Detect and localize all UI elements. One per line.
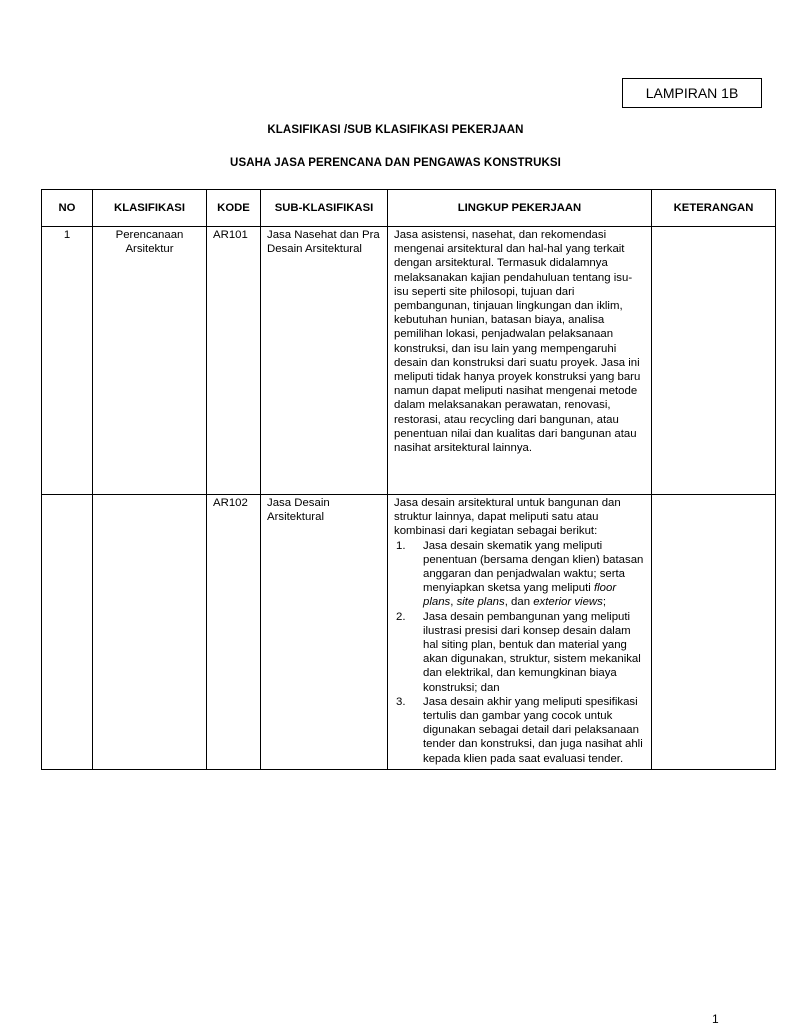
document-subtitle: USAHA JASA PERENCANA DAN PENGAWAS KONSTRUKSI xyxy=(230,157,561,169)
list-item-text: Jasa desain pembangunan yang meliputi ilustrasi presisi dari konsep desain dalam hal siting plan, bentuk dan material yang akan digunakan, struktur, sistem mekanikal dan elektrikal, dan kemungkinan biaya konstruksi; dan xyxy=(423,610,641,694)
header-keterangan: KETERANGAN xyxy=(652,190,776,227)
cell-klasifikasi: Perencanaan Arsitektur xyxy=(93,227,207,495)
list-item-number: 1. xyxy=(396,539,406,552)
cell-sub-klasifikasi: Jasa Desain Arsitektural xyxy=(261,495,388,770)
list-item xyxy=(394,610,645,695)
list-item-end: ; xyxy=(602,596,607,609)
table-row xyxy=(42,495,776,770)
classification-table xyxy=(41,189,776,770)
cell-kode: AR102 xyxy=(207,495,261,770)
document-title: KLASIFIKASI /SUB KLASIFIKASI PEKERJAAN xyxy=(267,124,524,136)
list-item-number: 3. xyxy=(396,695,406,708)
lingkup-intro: Jasa desain arsitektural untuk bangunan dan struktur lainnya, dapat meliputi satu atau kombinasi dari kegiatan sebagai berikut: xyxy=(394,497,621,538)
list-item-number: 2. xyxy=(396,610,406,623)
separator-text: , dan xyxy=(504,596,534,609)
header-no: NO xyxy=(42,190,93,227)
list-item-text: Jasa desain akhir yang meliputi spesifikasi tertulis dan gambar yang cocok untuk digunakan sebagai detail dari pelaksanaan tender dan konstruksi, dan juga nasihat ahli kepada klien pada saat evaluasi tender. xyxy=(423,695,643,765)
cell-no xyxy=(42,495,93,770)
header-lingkup-pekerjaan: LINGKUP PEKERJAAN xyxy=(388,190,652,227)
table-header-row xyxy=(42,190,776,227)
italic-term: exterior views xyxy=(533,596,603,609)
list-item xyxy=(394,539,645,610)
cell-lingkup-pekerjaan: Jasa asistensi, nasehat, dan rekomendasi mengenai arsitektural dan hal-hal yang terkait dengan arsitektural. Termasuk didalamnya melaksanakan kajian pendahuluan tentang isu-isu seperti site philosopi, tujuan dari pembangunan, tinjauan lingkungan dan iklim, kebutuhan hunian, batasan biaya, analisa pemilihan lokasi, penjadwalan pelaksanaan konstruksi, dan isu lain yang mempengaruhi desain dan konstruksi dari suatu proyek. Jasa ini meliputi tidak hanya proyek konstruksi yang baru namun dapat meliputi nasihat mengenai metode dalam melaksanakan perawatan, renovasi, restorasi, atau recycling dari bangunan, atau penentuan nilai dan kualitas dari bangunan atau nasihat arsitektural lainnya. xyxy=(388,227,652,495)
list-item-text: Jasa desain skematik yang meliputi penentuan (bersama dengan klien) batasan anggaran dan penjadwalan waktu; serta menyiapkan sketsa yang meliputi xyxy=(423,539,644,595)
italic-term: site plans xyxy=(456,596,505,609)
cell-kode: AR101 xyxy=(207,227,261,495)
italic-term: floor plans xyxy=(423,582,617,609)
cell-sub-klasifikasi: Jasa Nasehat dan Pra Desain Arsitektural xyxy=(261,227,388,495)
cell-lingkup-pekerjaan xyxy=(388,495,652,770)
cell-keterangan xyxy=(652,495,776,770)
lampiran-label: LAMPIRAN 1B xyxy=(622,78,762,108)
cell-klasifikasi xyxy=(93,495,207,770)
cell-no: 1 xyxy=(42,227,93,495)
list-item xyxy=(394,695,645,766)
lingkup-list xyxy=(394,539,645,766)
header-klasifikasi: KLASIFIKASI xyxy=(93,190,207,227)
header-kode: KODE xyxy=(207,190,261,227)
table-row xyxy=(42,227,776,495)
header-sub-klasifikasi: SUB-KLASIFIKASI xyxy=(261,190,388,227)
page-number: 1 xyxy=(712,1012,719,1026)
separator-text: , xyxy=(450,596,457,609)
cell-keterangan xyxy=(652,227,776,495)
